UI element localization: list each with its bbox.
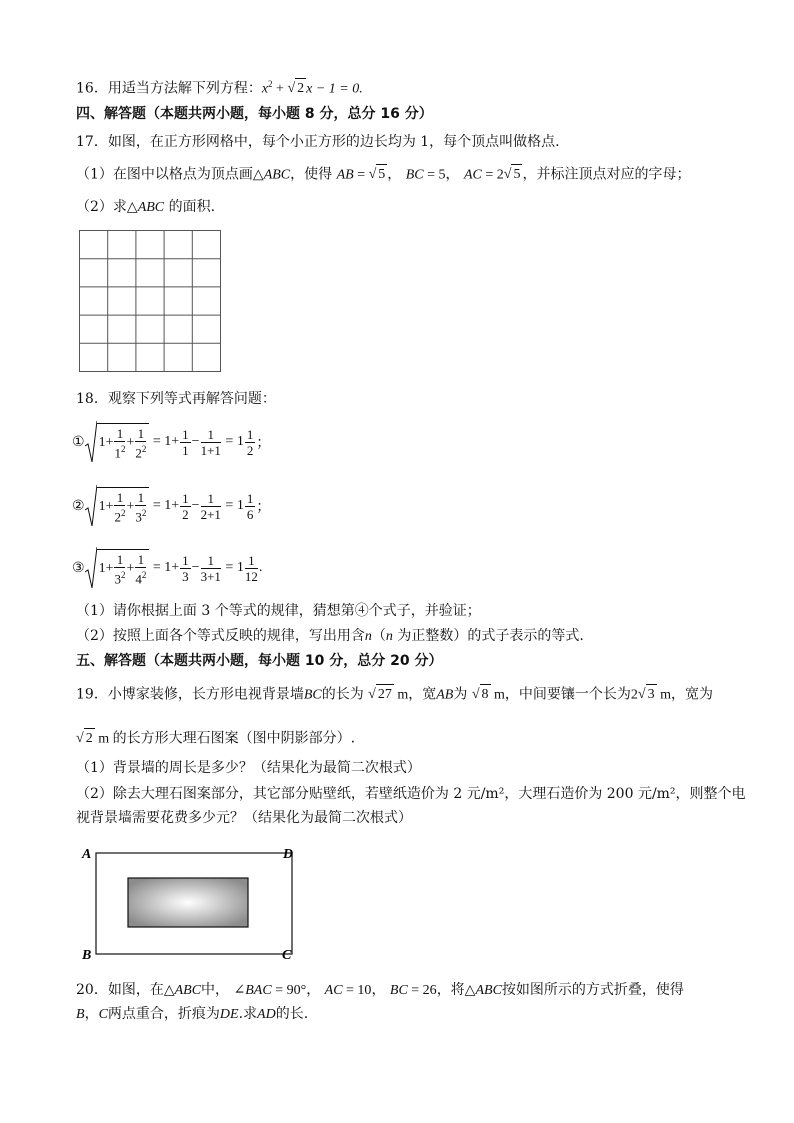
q18-part1: （1）请你根据上面 3 个等式的规律，猜想第④个式子，并验证； bbox=[76, 603, 481, 619]
label-C: C bbox=[282, 948, 292, 963]
label-D: D bbox=[283, 847, 294, 862]
q17-stem: 17．如图，在正方形网格中，每个小正方形的边长均为 1，每个顶点叫做格点. bbox=[76, 134, 560, 150]
q16-line: 16．用适当方法解下列方程：$x^2$ + √ 2 x − 1 = 0. bbox=[76, 74, 363, 100]
section-4-heading: 四、解答题（本题共两小题，每小题 8 分，总分 16 分） bbox=[76, 106, 433, 122]
marker-1: ① bbox=[72, 434, 85, 450]
q18-stem: 18．观察下列等式再解答问题： bbox=[76, 391, 276, 407]
q20-line1: 20．如图，在△ABC中， ∠BAC = 90°， AC = 10， BC = 26，将△ABC按如图所示的方式折叠，使得 bbox=[76, 982, 684, 998]
q16-equation-tail: x − 1 = 0. bbox=[306, 81, 363, 97]
q17-part1: （1）在图中以格点为顶点画△ABC，使得 AB = √ 5 ， BC = 5， AC = 2√ 5 ，并标注顶点对应的字母； bbox=[76, 164, 690, 186]
q16-text: 16．用适当方法解下列方程： bbox=[76, 80, 262, 97]
q19-line1: 19．小博家装修，长方形电视背景墙BC的长为 √ 27 m，宽AB为 √ 8 m，中间要镶一个长为2√ 3 m，宽为 bbox=[76, 684, 713, 706]
q17-part2: （2）求△ABC 的面积. bbox=[76, 199, 216, 215]
marker-3: ③ bbox=[72, 560, 85, 576]
section-5-heading: 五、解答题（本题共两小题，每小题 10 分，总分 20 分） bbox=[76, 653, 443, 669]
equation-1: ① 1+ $\frac{1}{1^2}$ + $\frac{1}{2^2}$ = 1+ $\frac{1}{1}$ − $\frac{1}{1+1}$ = 1 $\frac{1}{2}$ ； bbox=[72, 420, 270, 464]
q19-part2-line1: （2）除去大理石图案部分，其它部分贴壁纸，若壁纸造价为 2 元/m²，大理石造价为 200 元/m²，则整个电 bbox=[76, 786, 746, 802]
wall-figure bbox=[78, 840, 303, 965]
q19-part1: （1）背景墙的周长是多少？（结果化为最简二次根式） bbox=[76, 760, 421, 776]
marker-2: ② bbox=[72, 498, 85, 514]
marble-rect bbox=[128, 878, 248, 927]
label-A: A bbox=[82, 847, 92, 862]
square-grid bbox=[79, 230, 222, 373]
q19-line2: √ 2 m 的长方形大理石图案（图中阴影部分）. bbox=[76, 728, 355, 750]
equation-2: ② 1+ $\frac{1}{2^2}$ + $\frac{1}{3^2}$ = 1+ $\frac{1}{2}$ − $\frac{1}{2+1}$ = 1 $\frac{1}{6}$ ； bbox=[72, 484, 270, 528]
label-B: B bbox=[82, 948, 92, 963]
sqrt-2: √ 2 bbox=[287, 78, 306, 99]
equation-3: ③ 1+ $\frac{1}{3^2}$ + $\frac{1}{4^2}$ = 1+ $\frac{1}{3}$ − $\frac{1}{3+1}$ = 1 $\frac{1}{12}$ . bbox=[72, 546, 262, 590]
q18-part2: （2）按照上面各个等式反映的规律，写出用含n（n 为正整数）的式子表示的等式. bbox=[76, 628, 584, 644]
q20-line2: B，C两点重合，折痕为DE.求AD的长. bbox=[76, 1006, 309, 1022]
q19-part2-line2: 视背景墙需要花费多少元？（结果化为最简二次根式） bbox=[76, 810, 412, 826]
